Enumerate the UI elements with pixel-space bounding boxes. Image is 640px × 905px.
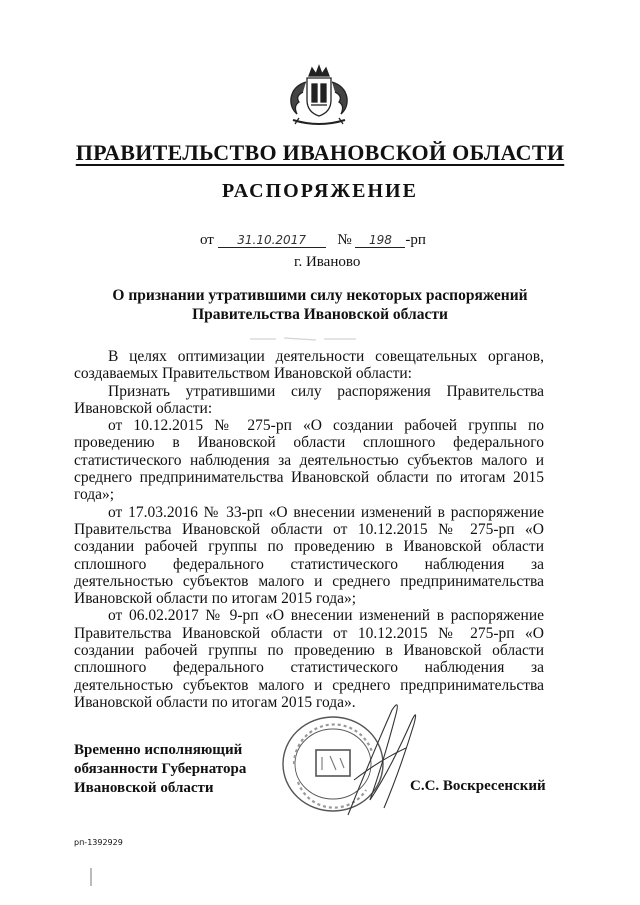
body-paragraph: от 10.12.2015 № 275-рп «О создании рабочей группы по проведению в Ивановской области сплошного федерального статистического наблюдения за деятельностью субъектов малого и среднего предпринимательства Ивановской области по итогам 2015 года»; bbox=[74, 417, 544, 504]
body-paragraph: от 17.03.2016 № 33-рп «О внесении изменений в распоряжение Правительства Ивановской области от 10.12.2015 № 275-рп «О создании рабочей группы по проведению в Ивановской области сплошного федерального статистического наблюдения за деятельностью субъектов малого и среднего предпринимательства Ивановской области по итогам 2015 года»; bbox=[74, 503, 544, 608]
handwritten-signature bbox=[340, 700, 430, 820]
margin-mark bbox=[90, 868, 92, 886]
body-paragraph: от 06.02.2017 № 9-рп «О внесении изменений в распоряжение Правительства Ивановской области от 10.12.2015 № 275-рп «О создании рабочей группы по проведению в Ивановской области сплошного федерального статистического наблюдения за деятельностью субъектов малого и среднего предпринимательства Ивановской области по итогам 2015 года». bbox=[74, 607, 544, 711]
faint-bleed-through-mark bbox=[246, 333, 386, 345]
coat-of-arms-emblem bbox=[279, 62, 359, 130]
document-title bbox=[60, 286, 580, 324]
position-line-3: Ивановской области bbox=[74, 780, 214, 796]
number-prefix: № bbox=[337, 232, 352, 248]
handwritten-number: 198 bbox=[355, 233, 405, 248]
document-code: рп-1392929 bbox=[74, 838, 123, 847]
date-prefix: от bbox=[200, 232, 214, 248]
signer-position bbox=[74, 741, 246, 798]
body-paragraph: В целях оптимизации деятельности совещательных органов, создаваемых Правительством Ивановской области: bbox=[74, 348, 544, 383]
body-paragraph: Признать утратившими силу распоряжения Правительства Ивановской области: bbox=[74, 382, 544, 417]
position-line-1: Временно исполняющий bbox=[74, 742, 243, 758]
handwritten-date: 31.10.2017 bbox=[218, 233, 326, 248]
title-line-2: Правительства Ивановской области bbox=[192, 306, 448, 323]
signer-name: С.С. Воскресенский bbox=[410, 778, 546, 794]
position-line-2: обязанности Губернатора bbox=[74, 761, 247, 777]
document-type: РАСПОРЯЖЕНИЕ bbox=[222, 180, 418, 202]
number-suffix: -рп bbox=[405, 232, 426, 248]
title-line-1: О признании утратившими силу некоторых распоряжений bbox=[112, 287, 528, 304]
date-number-line bbox=[200, 232, 426, 249]
authority-header: ПРАВИТЕЛЬСТВО ИВАНОВСКОЙ ОБЛАСТИ bbox=[75, 140, 565, 165]
city-name: г. Иваново bbox=[294, 254, 361, 270]
document-body bbox=[74, 348, 544, 711]
